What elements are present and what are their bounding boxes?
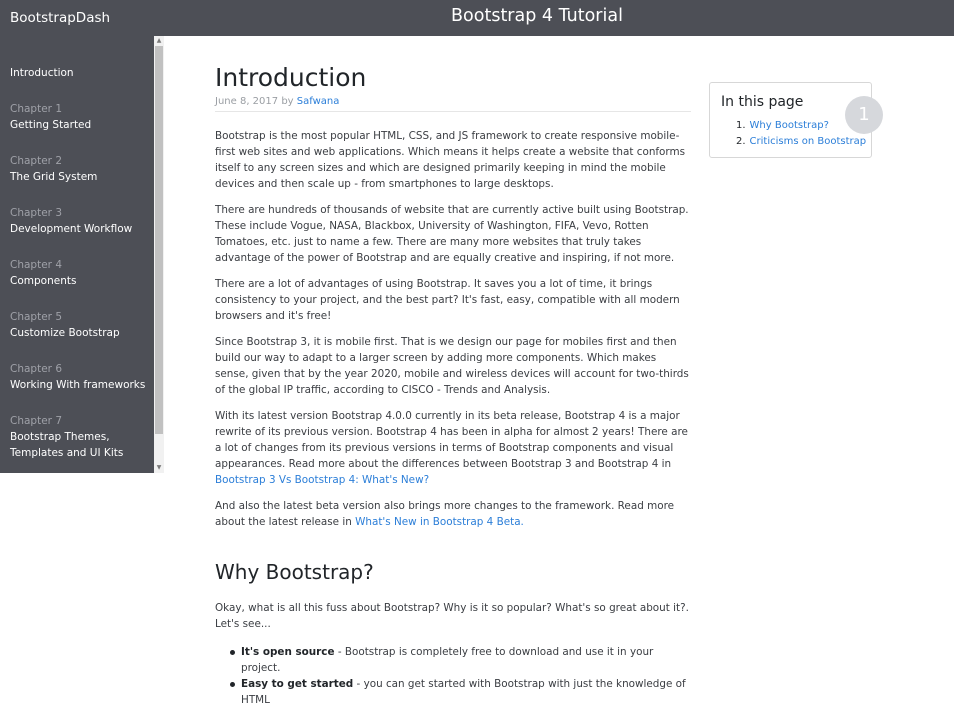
top-navbar [0,0,954,36]
page-title: Introduction [215,63,367,92]
toc-item [736,134,866,150]
list-item-text: - you can get started with Bootstrap with just the knowledge of HTML [241,678,686,706]
paragraph-text: With its latest version Bootstrap 4.0.0 currently in its beta release, Bootstrap 4 is a major rewrite of its previous version. Bootstrap 4 has been in alpha for almost 2 years! There are a lot of changes from its previous versions in terms of Bootstrap components and visual appearances. Read more about the differences between Bootstrap 3 and Bootstrap 4 in [215,410,688,470]
toc-title: In this page [721,94,804,110]
list-item [215,644,691,676]
list-item-text: - Bootstrap is completely free to download and use it in your project. [241,646,654,674]
toc-link-criticisms[interactable]: Criticisms on Bootstrap [749,136,867,147]
list-item [215,676,691,708]
author-link[interactable]: Safwana [296,96,340,107]
toc-item-number: 2. [736,136,746,147]
sidebar [0,36,154,473]
sidebar-item-label: Components [10,275,77,287]
sidebar-item-bootstrap-themes[interactable] [10,413,150,461]
article-meta [215,96,691,112]
paragraph: Bootstrap is the most popular HTML, CSS, and JS framework to create responsive mobile-first web sites and web applications. Which means it helps create a website that conforms itself to any screen sizes and which are designed primarily keeping in mind the mobile devices and then scale up - from smartphones to large desktops. [215,130,686,190]
sidebar-item-label: Development Workflow [10,223,133,235]
toc-badge: 1 [845,96,883,134]
bootstrap-3-vs-4-link[interactable]: Bootstrap 3 Vs Bootstrap 4: What's New? [215,474,430,486]
sidebar-item-getting-started[interactable] [10,101,150,133]
section-heading: Why Bootstrap? [215,560,374,584]
article [215,60,691,708]
sidebar-item-chapter: Chapter 3 [10,207,62,219]
scroll-thumb[interactable] [155,46,163,434]
sidebar-item-label-line2: Templates and UI Kits [10,447,124,459]
page-header-title: Bootstrap 4 Tutorial [451,6,623,26]
sidebar-item-chapter: Chapter 2 [10,155,62,167]
sidebar-item-label: The Grid System [10,171,98,183]
sidebar-item-label: Getting Started [10,119,92,131]
scroll-down-icon[interactable]: ▼ [156,464,162,471]
scroll-up-icon[interactable]: ▲ [156,37,162,44]
list-item-bold: Easy to get started [241,678,354,690]
sidebar-item-development-workflow[interactable] [10,205,150,237]
sidebar-item-chapter: Chapter 1 [10,103,62,115]
sidebar-item-chapter: Chapter 4 [10,259,62,271]
sidebar-item-grid-system[interactable] [10,153,150,185]
sidebar-item-chapter: Chapter 6 [10,363,62,375]
sidebar-item-chapter: Chapter 7 [10,415,62,427]
paragraph-text: And also the latest beta version also brings more changes to the framework. Read more about the latest release in [215,500,675,528]
sidebar-item-label: Customize Bootstrap [10,327,120,339]
sidebar-item-label: Bootstrap Themes, [10,431,110,443]
brand-link[interactable]: BootstrapDash [10,10,111,26]
toc-item-number: 1. [736,120,746,131]
paragraph: There are a lot of advantages of using Bootstrap. It saves you a lot of time, it brings consistency to your project, and the best part? It's fast, easy, compatible with all modern browsers and it's free! [215,278,680,322]
article-by: by [281,96,294,107]
article-date: June 8, 2017 [215,96,279,107]
sidebar-item-label: Working With frameworks [10,379,146,391]
paragraph: Okay, what is all this fuss about Bootstrap? Why is it so popular? What's so great about it?. Let's see... [215,602,689,630]
bullet-list [215,644,691,708]
paragraph: There are hundreds of thousands of website that are currently active built using Bootstrap. These include Vogue, NASA, Blackbox, University of Washington, FIFA, Vevo, Rotten Tomatoes, etc. just to name a few. There are many more websites that truly takes advantage of the power of Bootstrap and are equally creative and inspiring, if not more. [215,204,689,264]
sidebar-scrollbar[interactable] [154,36,164,473]
paragraph: Since Bootstrap 3, it is mobile first. That is we design our page for mobiles first and then build our way to adapt to a larger screen by adding more components. Which makes sense, given that by the year 2020, mobile and wireless devices will account for two-thirds of the global IP traffic, according to CISCO - Trends and Analysis. [215,336,689,396]
sidebar-item-label: Introduction [10,67,74,79]
sidebar-item-components[interactable] [10,257,150,289]
sidebar-item-chapter: Chapter 5 [10,311,62,323]
sidebar-item-introduction[interactable] [10,65,150,81]
paragraph [215,498,691,530]
list-item-bold: It's open source [241,646,335,658]
toc-link-why-bootstrap[interactable]: Why Bootstrap? [749,120,829,131]
sidebar-item-working-with-frameworks[interactable] [10,361,150,393]
whats-new-link[interactable]: What's New in Bootstrap 4 Beta. [355,516,524,528]
sidebar-item-customize-bootstrap[interactable] [10,309,150,341]
paragraph [215,408,691,488]
